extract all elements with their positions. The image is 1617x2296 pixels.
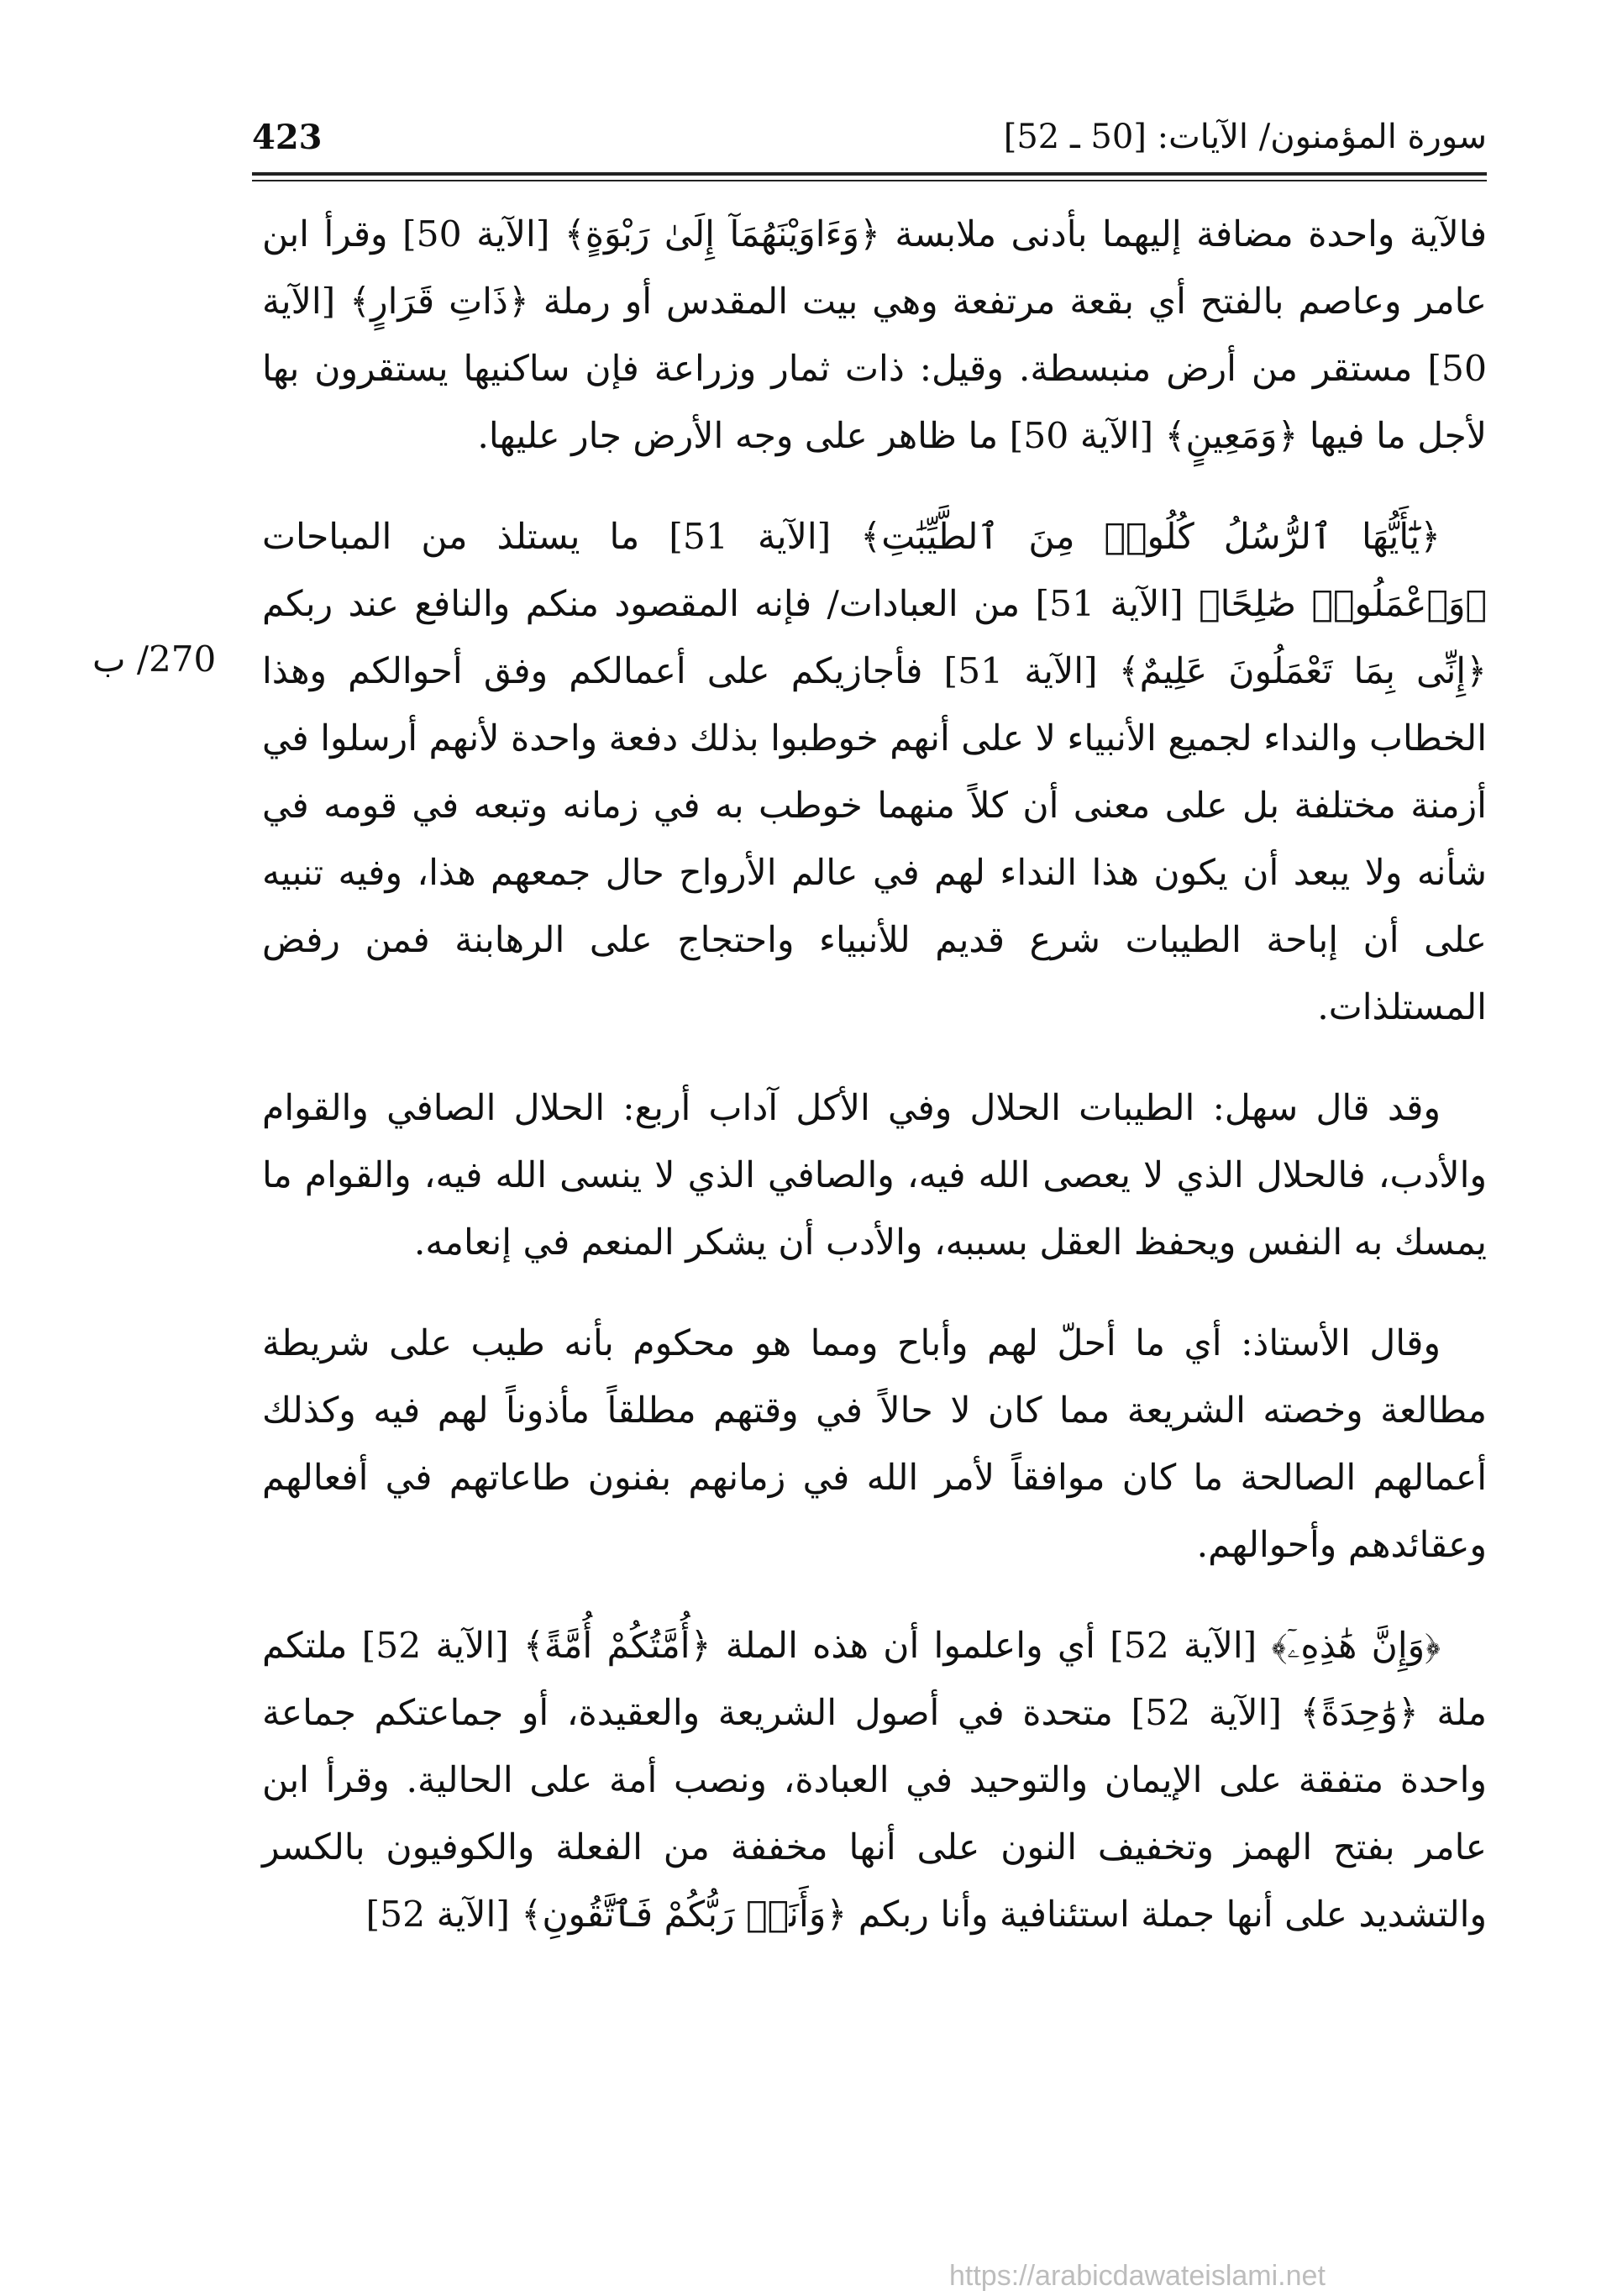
paragraph-5: ﴿وَإِنَّ هَٰذِهِۦٓ﴾ [الآية 52] أي واعلموا أن هذه الملة ﴿أُمَّتُكُمْ أُمَّةً﴾ [الآية 52] ملتكم ملة ﴿وَٰحِدَةً﴾ [الآية 52] متحدة في أصول الشريعة والعقيدة، أو جماعتكم جماعة واحدة متفقة على الإيمان والتوحيد في العبادة، ونصب أمة على الحالية. وقرأ ابن عامر بفتح الهمز وتخفيف النون على أنها مخففة من الفعلة والكوفيون بالكسر والتشديد على أنها جملة استئنافية وأنا ربكم ﴿وَأَنَا۠ رَبُّكُمْ فَٱتَّقُونِ﴾ [الآية 52]: [262, 1626, 1487, 1936]
page-number: 423: [252, 118, 323, 157]
paragraph-3: وقد قال سهل: الطيبات الحلال وفي الأكل آداب أربع: الحلال الصافي والقوام والأدب، فالحلال الذي لا يعصى الله فيه، والصافي الذي لا ينسى الله فيه، والقوام ما يمسك به النفس ويحفظ العقل بسببه، والأدب أن يشكر المنعم في إنعامه.: [262, 1088, 1487, 1264]
running-title: سورة المؤمنون/ الآيات: [50 ـ 52]: [1003, 118, 1487, 156]
page-header: [252, 118, 1487, 176]
body-text: [262, 202, 1487, 1983]
header-rule-thick: [252, 172, 1487, 176]
margin-note: 270/ ب: [92, 638, 217, 680]
watermark-url: https://arabicdawateislami.net: [949, 2260, 1326, 2292]
paragraph-2: ﴿يَٰٓأَيُّهَا ٱلرُّسُلُ كُلُوا۟ مِنَ ٱلطَّيِّبَٰتِ﴾ [الآية 51] ما يستلذ من المباحات ﴿وَٱعْمَلُوا۟ صَٰلِحًا﴾ [الآية 51] من العبادات/ فإنه المقصود منكم والنافع عند ربكم ﴿إِنِّى بِمَا تَعْمَلُونَ عَلِيمٌ﴾ [الآية 51] فأجازيكم على أعمالكم وفق أحوالكم وهذا الخطاب والنداء لجميع الأنبياء لا على أنهم خوطبوا بذلك دفعة واحدة لأنهم أرسلوا في أزمنة مختلفة بل على معنى أن كلاً منهما خوطب به في زمانه وتبعه في قومه في شأنه ولا يبعد أن يكون هذا النداء لهم في عالم الأرواح حال جمعهم هذا، وفيه تنبيه على أن إباحة الطيبات شرع قديم للأنبياء واحتجاج على الرهابنة فمن رفض المستلذات.: [261, 517, 1487, 1028]
paragraph-1: فالآية واحدة مضافة إليهما بأدنى ملابسة ﴿وَءَاوَيْنَهُمَآ إِلَىٰ رَبْوَةٍ﴾ [الآية 50] وقرأ ابن عامر وعاصم بالفتح أي بقعة مرتفعة وهي بيت المقدس أو رملة ﴿ذَاتِ قَرَارٍ﴾ [الآية 50] مستقر من أرض منبسطة. وقيل: ذات ثمار وزراعة فإن ساكنيها يستقرون بها لأجل ما فيها ﴿وَمَعِينٍ﴾ [الآية 50] ما ظاهر على وجه الأرض جار عليها.: [262, 214, 1488, 457]
paragraph-4: وقال الأستاذ: أي ما أحلّ لهم وأباح ومما هو محكوم بأنه طيب على شريطة مطالعة وخصته الشريعة مما كان لا حالاً في وقتهم مطلقاً مأذوناً لهم فيه وكذلك أعمالهم الصالحة ما كان موافقاً لأمر الله في زمانهم بفنون طاعاتهم في أفعالهم وعقائدهم وأحوالهم.: [262, 1323, 1487, 1566]
header-rule-thin: [252, 180, 1487, 181]
